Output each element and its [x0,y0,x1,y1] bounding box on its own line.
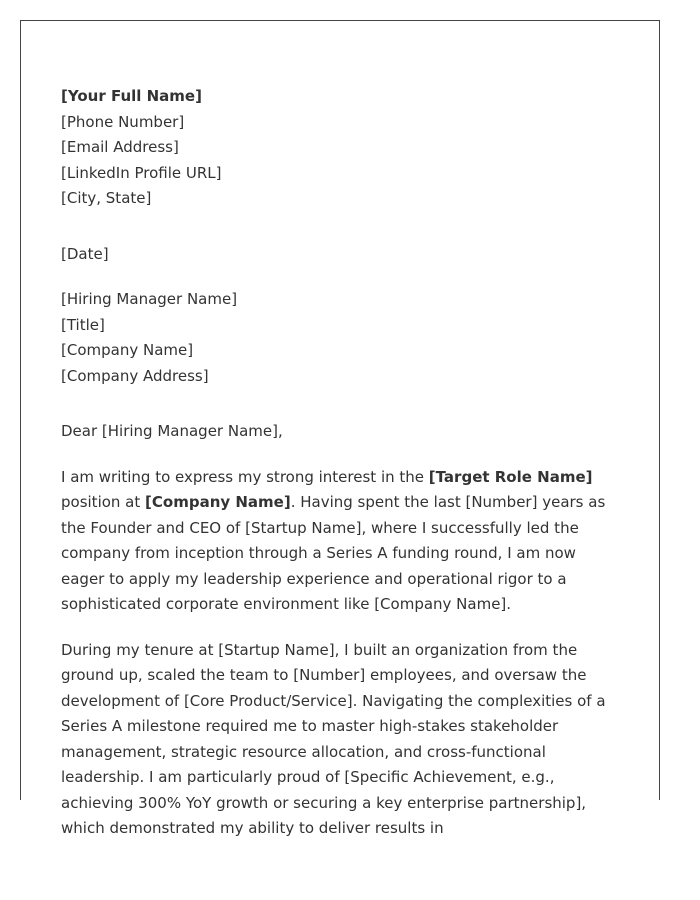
recipient-name: [Hiring Manager Name] [61,290,238,308]
company-name-bold: [Company Name] [145,493,291,511]
paragraph-1-text-a: I am writing to express my strong interest in the [61,467,429,486]
paragraph-1-text-b: position at [61,493,146,511]
letter-content [61,84,621,862]
recipient-block [61,287,621,389]
sender-city-state: [City, State] [61,189,152,207]
recipient-company: [Company Name] [61,341,194,359]
sender-email: [Email Address] [61,138,179,156]
date-block [61,242,621,268]
sender-linkedin: [LinkedIn Profile URL] [61,163,222,182]
recipient-address: [Company Address] [61,366,209,385]
salutation: Dear [Hiring Manager Name], [61,422,283,440]
paragraph-1 [61,465,621,618]
sender-phone: [Phone Number] [61,112,185,131]
paragraph-2: During my tenure at [Startup Name], I built an organization from the ground up, scaled the team to [Number] employees, and oversaw the development of [Core Product/Service]. Navigating the complexities of a Series A milestone required me to master high-stakes stakeholder management, strategic resource allocation, and cross-functional leadership. I am particularly proud of [Specific Achievement, e.g., achieving 300% YoY growth or securing a key enterprise partnership], which demonstrated my ability to deliver results in [61,640,606,837]
letter-page [20,20,660,837]
target-role-name: [Target Role Name] [428,467,593,486]
recipient-title: [Title] [61,315,105,334]
letter-date: [Date] [61,244,109,263]
paragraph-1-text-c: . Having spent the last [Number] years as the Founder and CEO of [Startup Name], where I successfully led the company from inception through a Series A funding round, I am now eager to apply my leadership experience and operational rigor to a sophisticated corporate environment like [Company Name]. [61,493,606,613]
sender-full-name: [Your Full Name] [61,87,202,105]
sender-block [61,84,621,212]
